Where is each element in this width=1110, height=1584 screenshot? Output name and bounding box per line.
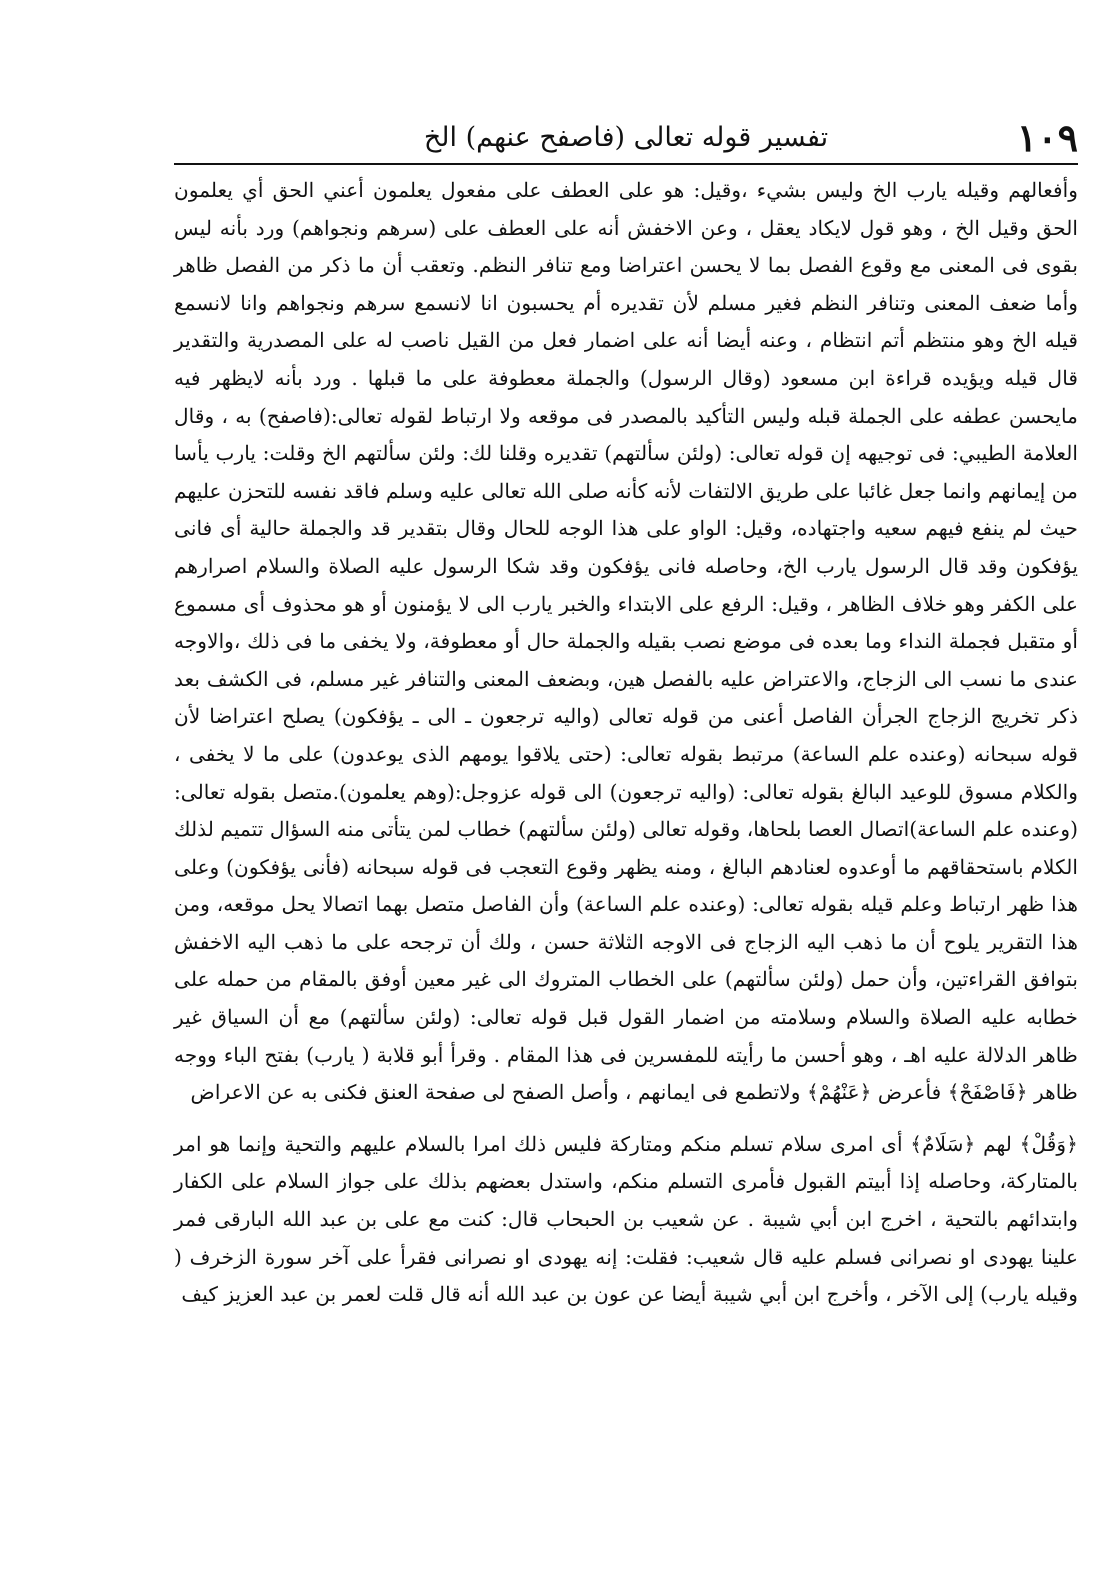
running-title: تفسير قوله تعالى (فاصفح عنهم) الخ <box>423 122 829 153</box>
page-header <box>174 115 1078 160</box>
paragraph: ﴿وَقُلْ﴾ لهم ﴿سَلَامٌ﴾ أى امرى سلام تسلم منكم ومتاركة فليس ذلك امرا بالسلام عليهم والتحية وإنما هو امر بالمتاركة، وحاصله إذا أبيتم القبول فأمرى التسلم منكم، واستدل بعضهم بذلك على جواز السلام على الكفار وابتدائهم بالتحية ، اخرج ابن أبي شيبة . عن شعيب بن الحبحاب قال: كنت مع على بن عبد الله البارقى فمر علينا يهودى او نصرانى فسلم عليه قال شعيب: فقلت: إنه يهودى او نصرانى فقرأ على آخر سورة الزخرف ( وقيله يارب) إلى الآخر ، وأخرج ابن أبي شيبة أيضا عن عون بن عبد الله أنه قال قلت لعمر بن عبد العزيز كيف <box>174 1131 1078 1307</box>
body-text <box>174 172 1078 1314</box>
header-rule <box>174 163 1078 165</box>
page-number: ١٠٩ <box>1016 115 1078 160</box>
paragraph: وأفعالهم وقيله يارب الخ وليس بشيء ،وقيل: هو على العطف على مفعول يعلمون أعني الحق أي يعلمون الحق وقيل الخ ، وهو قول لايكاد يعقل ، وعن الاخفش أنه على العطف على (سرهم ونجواهم) ورد بأنه ليس بقوى فى المعنى مع وقوع الفصل بما لا يحسن اعتراضا ومع تنافر النظم. وتعقب أن ما ذكر من الفصل ظاهر وأما ضعف المعنى وتنافر النظم فغير مسلم لأن تقديره أم يحسبون انا لانسمع سرهم ونجواهم وانا لانسمع قيله الخ وهو منتظم أتم انتظام ، وعنه أيضا أنه على اضمار فعل من القيل ناصب له على المصدرية والتقدير قال قيله ويؤيده قراءة ابن مسعود (وقال الرسول) والجملة معطوفة على ما قبلها . ورد بأنه لايظهر فيه مايحسن عطفه على الجملة قبله وليس التأكيد بالمصدر فى موقعه ولا ارتباط لقوله تعالى:(فاصفح) به ، وقال العلامة الطيبي: فى توجيهه إن قوله تعالى: (ولئن سألتهم) تقديره وقلنا لك: ولئن سألتهم الخ وقلت: يارب يأسا من إيمانهم وانما جعل غائبا على طريق الالتفات لأنه كأنه صلى الله تعالى عليه وسلم فاقد نفسه للتحزن عليهم حيث لم ينفع فيهم سعيه واجتهاده، وقيل: الواو على هذا الوجه للحال وقال بتقدير قد والجملة حالية أى فانى يؤفكون وقد قال الرسول يارب الخ، وحاصله فانى يؤفكون وقد شكا الرسول عليه الصلاة والسلام اصرارهم على الكفر وهو خلاف الظاهر ، وقيل: الرفع على الابتداء والخبر يارب الى لا يؤمنون أو هو محذوف أى مسموع أو متقبل فجملة النداء وما بعده فى موضع نصب بقيله والجملة حال أو معطوفة، ولا يخفى ما فى ذلك ،والاوجه عندى ما نسب الى الزجاج، والاعتراض عليه بالفصل هين، وبضعف المعنى والتنافر غير مسلم، فى الكشف بعد ذكر تخريج الزجاج الجرأن الفاصل أعنى من قوله تعالى (واليه ترجعون ـ الى ـ يؤفكون) يصلح اعتراضا لأن قوله سبحانه (وعنده علم الساعة) مرتبط بقوله تعالى: (حتى يلاقوا يومهم الذى يوعدون) على ما لا يخفى ، والكلام مسوق للوعيد البالغ بقوله تعالى: (واليه ترجعون) الى قوله عزوجل:(وهم يعلمون).متصل بقوله تعالى: (وعنده علم الساعة)اتصال العصا بلحاها، وقوله تعالى (ولئن سألتهم) خطاب لمن يتأتى منه السؤال تتميم لذلك الكلام باستحقاقهم ما أوعدوه لعنادهم البالغ ، ومنه يظهر وقوع التعجب فى قوله سبحانه (فأنى يؤفكون) وعلى هذا ظهر ارتباط وعلم قيله بقوله تعالى: (وعنده علم الساعة) وأن الفاصل متصل بهما اتصالا يحل موقعه، ومن هذا التقرير يلوح أن ما ذهب اليه الزجاج فى الاوجه الثلاثة حسن ، ولك أن ترجحه على ما ذهب اليه الاخفش بتوافق القراءتين، وأن حمل (ولئن سألتهم) على الخطاب المتروك الى غير معين أوفق بالمقام من حمله على خطابه عليه الصلاة والسلام وسلامته من اضمار القول قبل قوله تعالى: (ولئن سألتهم) مع أن السياق غير ظاهر الدلالة عليه اهـ ، وهو أحسن ما رأيته للمفسرين فى هذا المقام . وقرأ أبو قلابة ( يارب) بفتح الباء ووجه ظاهر ﴿فَاصْفَحْ﴾ فأعرض ﴿عَنْهُمْ﴾ ولاتطمع فى ايمانهم ، وأصل الصفح لى صفحة العنق فكنى به عن الاعراض <box>174 178 1078 1105</box>
